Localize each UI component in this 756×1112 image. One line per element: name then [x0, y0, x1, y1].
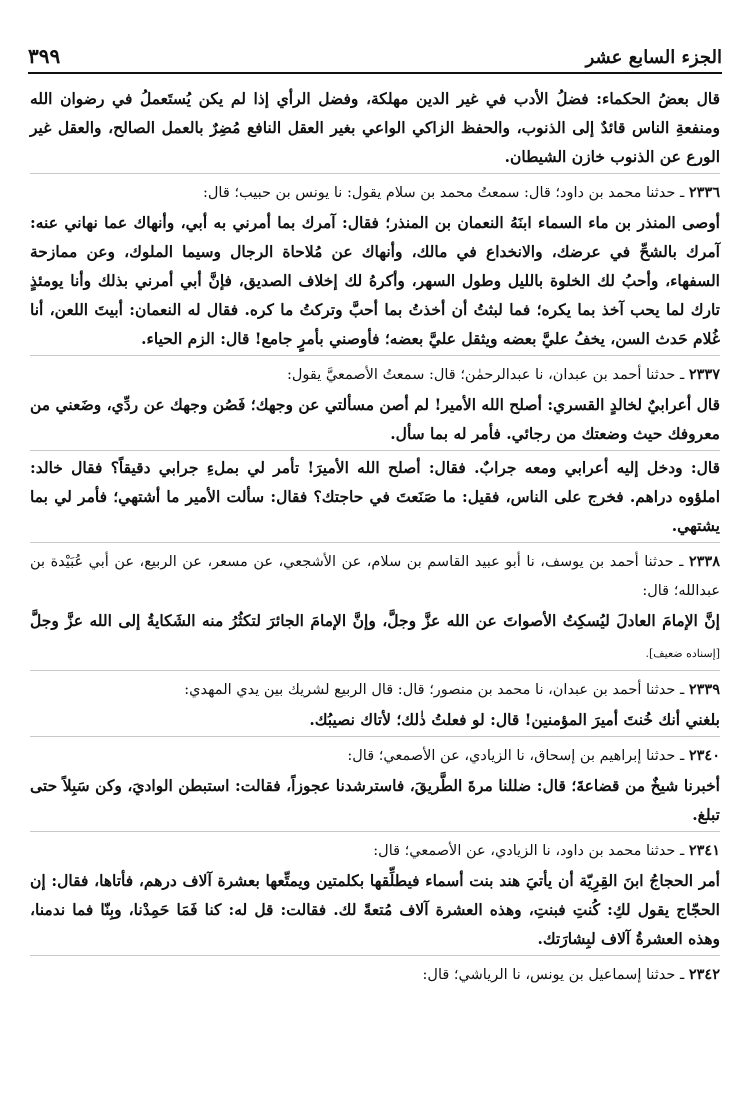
paragraph: أمر الحجاجُ ابنَ القِرِيّة أن يأتيَ هند بنت أسماء فيطلِّقها بكلمتين ويمتِّعها بعشرة آلاف درهم، فأتاها، فقال: إن الحجّاج يقول لكِ: كُنتِ فبنتِ، وهذه العشرة آلاف مُتعةً لك. فقالت: قل له: كنا فَمَا حَمِدْنا، وبِنّا فما ندمنا، وهذه العشرةُ آلاف لبِشارَتك.: [30, 866, 720, 956]
page-header: [28, 38, 722, 68]
hadith-number: ٢٣٤١: [688, 842, 720, 859]
paragraph: أخبرنا شيخٌ من قضاعةَ؛ قال: ضللنا مرةَ الطَّريقَ، فاسترشدنا عجوزاً، فقالت: استبطن الواديَ، وكن سَبِلاً حتى تبلغ.: [30, 771, 720, 832]
hadith-number: ٢٣٣٧: [688, 366, 720, 383]
hadith-number: ٢٣٤٠: [688, 747, 720, 764]
hadith-number: ٢٣٤٢: [688, 966, 720, 983]
paragraph: قال: ودخل إليه أعرابي ومعه جرابٌ. فقال: أصلح الله الأميرَ! تأمر لي بملءِ جرابي دقيقاً؟ فقال خالد: املؤوه دراهم. فخرج على الناس، فقيل: ما صَنَعتَ في حاجتك؟ فقال: سألت الأمير ما أشتهي؛ فأمر لي بما يشتهي.: [30, 453, 720, 543]
hadith-chain: ٢٣٣٦ ـ حدثنا محمد بن داود؛ قال: سمعتُ محمد بن سلام يقول: نا يونس بن حبيب؛ قال:: [203, 184, 720, 201]
hadith-chain: ٢٣٣٨ ـ حدثنا أحمد بن يوسف، نا أبو عبيد القاسم بن سلام، عن الأشجعي، عن مسعر، عن الربيع، عن أبي عُبَيْدة بن عبدالله؛ قال:: [30, 553, 720, 599]
page-number: ٣٩٩: [28, 44, 61, 68]
paragraph: قال بعضُ الحكماء: فضلُ الأدب في غير الدين مهلكة، وفضل الرأي إذا لم يكن يُستَعملُ في رضوان الله ومنفعةِ الناس قائدٌ إلى الذنوب، والحفظ الزاكي الواعي بغير العقل النافع مُضِرٌ بالعمل الصالح، والعقل غير الورع عن الذنوب خازن الشيطان.: [30, 84, 720, 174]
hadith-chain: ٢٣٣٧ ـ حدثنا أحمد بن عبدان، نا عبدالرحمٰن؛ قال: سمعتُ الأصمعيَّ يقول:: [287, 366, 720, 383]
hadith-number: ٢٣٣٦: [688, 184, 720, 201]
page-body: [30, 84, 720, 990]
hadith-number: ٢٣٣٨: [688, 553, 720, 570]
paragraph: أوصى المنذر بن ماء السماء ابنَهُ النعمان بن المنذر؛ فقال: آمرك بما أمرني به أبي، وأنهاك عما نهاني عنه: آمرك بالشحِّ في عرضك، والانخداع في مالك، وأنهاك عن مُلاحاة الرجال وسيما الملوك، وعن ممازحة السفهاء، وأحبُ لك الخلوة بالليل وطول السهر، وأكرهُ لك إخلاف الصديق، فإنَّ أبي أمرني بذلك وأنا يومئذٍ تارك لما يحب آخذ بما يكره؛ فما لبثتُ أن أخذتُ بما أحبَّ وتركتُ ما كره. فقال له النعمان: أبيتَ اللعن، أنا غُلام حَدث السن، يخفُ عليَّ بعضه ويثقل عليَّ بعضه؛ فأوصني بأمرٍ جامع! قال: الزم الحياء.: [30, 208, 720, 356]
paragraph: قال أعرابيٌ لخالدٍ القسري: أصلح الله الأمير! لم أصن مسألتي عن وجهك؛ فَصُن وجهك عن ردِّي، وضَعني من معروفك حيث وضعتك من رجائي. فأمر له بما سأل.: [30, 390, 720, 451]
hadith-number: ٢٣٣٩: [688, 681, 720, 698]
hadith-chain: ٢٣٤٢ ـ حدثنا إسماعيل بن يونس، نا الرياشي؛ قال:: [422, 966, 720, 983]
hadith-chain: ٢٣٣٩ ـ حدثنا أحمد بن عبدان، نا محمد بن منصور؛ قال: قال الربيع لشريك بين يدي المهدي:: [184, 681, 720, 698]
grading-note: [إسناده ضعيف].: [645, 647, 720, 660]
paragraph: بلغني أنك خُنتَ أميرَ المؤمنين! قال: لو فعلتُ ذٰلك؛ لأتاك نصيبُك.: [30, 705, 720, 737]
hadith-chain: ٢٣٤١ ـ حدثنا محمد بن داود، نا الزيادي، عن الأصمعي؛ قال:: [373, 842, 720, 859]
hadith-chain: ٢٣٤٠ ـ حدثنا إبراهيم بن إسحاق، نا الزيادي، عن الأصمعي؛ قال:: [347, 747, 720, 764]
header-rule: [28, 72, 722, 74]
paragraph: إنَّ الإمامَ العادلَ ليُسكِتُ الأصواتَ عن الله عزَّ وجلَّ، وإنَّ الإمامَ الجائرَ لتكثُرُ منه الشَكايةُ إلى الله عزَّ وجلَّ [إسناده ضعيف].: [30, 606, 720, 671]
running-title: الجزء السابع عشر: [585, 47, 722, 68]
